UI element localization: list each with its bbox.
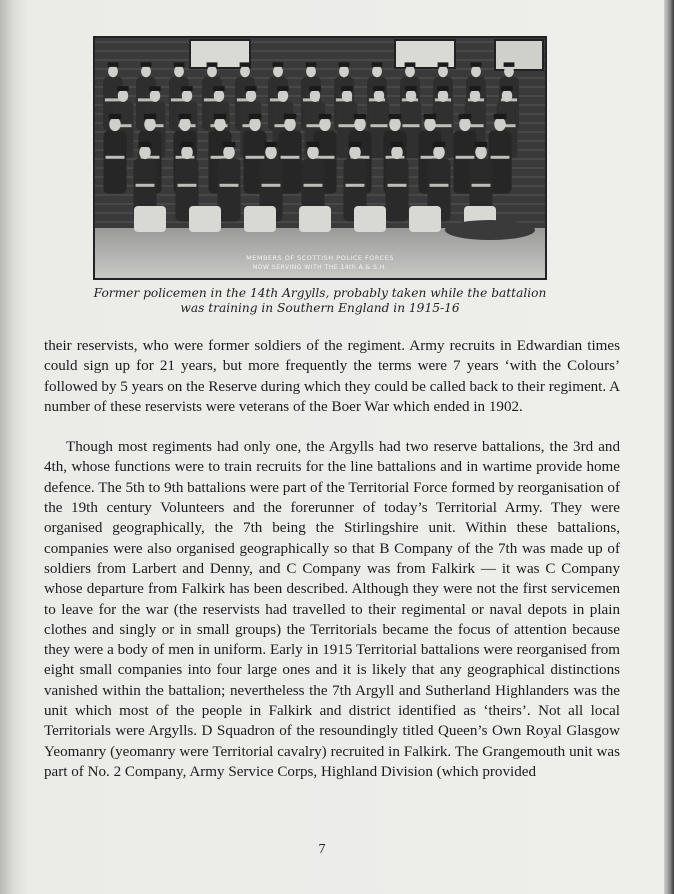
group-photograph [93,36,547,280]
page-number: 7 [318,842,326,857]
photo-inscription-2: NOW SERVING WITH THE 14th A.& S.H. [252,264,388,271]
paragraph-2: Though most regiments had only one, the Argylls had two reserve battalions, the 3rd and 4th, whose functions were to train recruits for the line battalions and in wartime provide home defence. The 5th to 9th battalions were part of the Territorial Force formed by reorganisation of the 19th century Volunteers and the forerunner of today’s Territorial Army. They were organised geographically, the 7th being the Stirlingshire unit. Within these battalions, companies were also organised geographically so that B Company of the 7th was made up of soldiers from Larbert and Denny, and C Company was from Falkirk — it was C Company whose departure from Falkirk has been described. Although they were not the first servicemen to leave for the war (the reservists had travelled to their regimental or naval depots in plain clothes and singly or in small groups) the Territorials became the focus of attention because they were a body of men in uniform. Early in 1915 Territorial battalions were reorganised from eight small companies into four large ones and it is likely that any geographical distinctions vanished within the battalion; nevertheless the 7th Argyll and Sutherland Highlanders was the unit which most of the people in Falkirk and district identified as ‘theirs’. Not all local Territorials were Argylls. D Squadron of the resoundingly titled Queen’s Own Royal Glasgow Yeomanry (yeomanry were Territorial cavalry) recruited in Falkirk. The Grangemouth unit was part of No. 2 Company, Army Service Corps, Highland Division (which provided [44,439,620,780]
paragraph-1: their reservists, who were former soldiers of the regiment. Army recruits in Edwardian times could sign up for 21 years, but more frequently the terms were 7 years ‘with the Colours’ followed by 5 years on the Reserve during which they could be called back to their regiment. A number of these reservists were veterans of the Boer War which ended in 1902. [44,338,620,415]
photo-inscription-1: MEMBERS OF SCOTTISH POLICE FORCES [246,254,394,262]
caption-line-1: Former policemen in the 14th Argylls, probably taken while the battalion [93,286,547,300]
caption-line-2: was training in Southern England in 1915-16 [180,301,460,315]
page-edge-shadow [664,0,674,894]
body-text [44,336,620,782]
photo-caption [60,286,580,316]
